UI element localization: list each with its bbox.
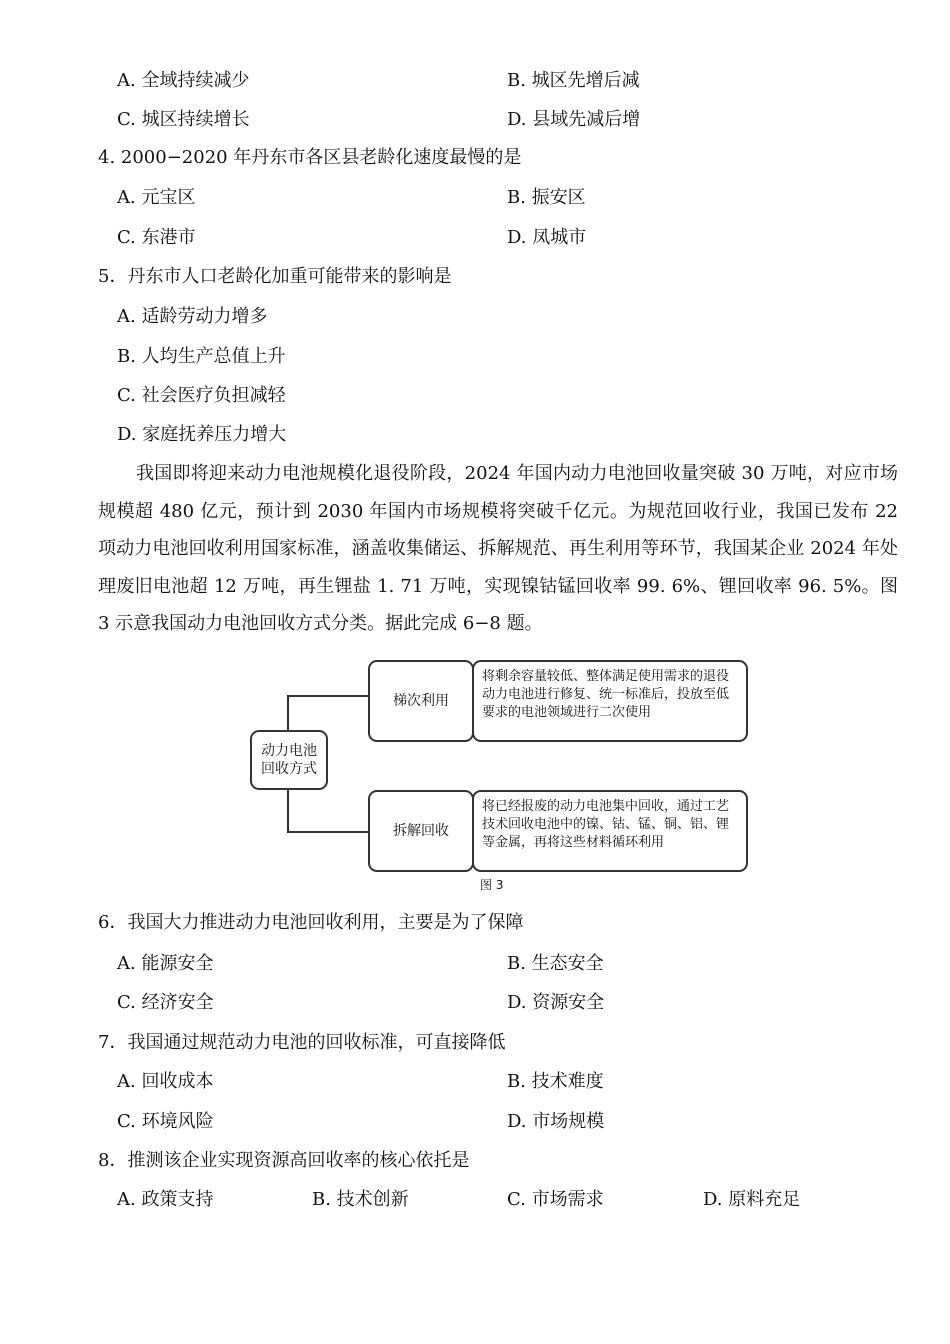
q7-option-c: C. 环境风险 <box>117 1111 214 1132</box>
q7-option-a: A. 回收成本 <box>117 1071 214 1092</box>
q3-option-d: D. 县域先减后增 <box>507 109 641 130</box>
branch-2-box <box>368 790 474 872</box>
branch-1-desc: 将剩余容量较低、整体满足使用需求的退役动力电池进行修复、统一标准后，投放至低要求的电池领域进行二次使用 <box>472 660 748 742</box>
q6-option-c: C. 经济安全 <box>117 992 214 1013</box>
figure-3 <box>246 656 754 876</box>
q7-stem: 7．我国通过规范动力电池的回收标准，可直接降低 <box>98 1032 506 1053</box>
q6-option-b: B. 生态安全 <box>507 953 604 974</box>
root-box <box>250 730 328 790</box>
q6-option-a: A. 能源安全 <box>117 953 214 974</box>
q8-option-b: B. 技术创新 <box>312 1189 409 1210</box>
q8-option-c: C. 市场需求 <box>507 1189 604 1210</box>
q8-stem: 8．推测该企业实现资源高回收率的核心依托是 <box>98 1150 470 1171</box>
q5-option-b: B. 人均生产总值上升 <box>117 346 286 367</box>
q4-option-d: D. 凤城市 <box>507 227 587 248</box>
q3-option-c: C. 城区持续增长 <box>117 109 250 130</box>
q5-stem: 5．丹东市人口老龄化加重可能带来的影响是 <box>98 266 452 287</box>
q4-option-b: B. 振安区 <box>507 187 586 208</box>
q5-option-c: C. 社会医疗负担减轻 <box>117 385 286 406</box>
root-label: 动力电池回收方式 <box>261 743 317 777</box>
q4-stem: 4. 2000−2020 年丹东市各区县老龄化速度最慢的是 <box>98 147 522 168</box>
branch-1-label: 梯次利用 <box>393 693 449 709</box>
figure-caption: 图 3 <box>480 878 504 892</box>
q8-option-a: A. 政策支持 <box>117 1189 214 1210</box>
q8-option-d: D. 原料充足 <box>703 1189 801 1210</box>
passage-text: 我国即将迎来动力电池规模化退役阶段，2024 年国内动力电池回收量突破 30 万吨，对应市场规模超 480 亿元，预计到 2030 年国内市场规模将突破千亿元。为规范回收行业，我国已发布 22 项动力电池回收利用国家标准，涵盖收集储运、拆解规范、再生利用等环节，我国某企业 2024 年处理废旧电池超 12 万吨，再生锂盐 1. 71 万吨，实现镍钴锰回收率 99. 6%、锂回收率 96. 5%。图 3 示意我国动力电池回收方式分类。据此完成 6−8 题。 <box>98 463 898 634</box>
branch-2-label: 拆解回收 <box>393 823 449 839</box>
q4-option-a: A. 元宝区 <box>117 187 196 208</box>
q3-option-b: B. 城区先增后减 <box>507 70 640 91</box>
branch-2-desc: 将已经报废的动力电池集中回收，通过工艺技术回收电池中的镍、钴、锰、铜、铝、锂等金属，再将这些材料循环利用 <box>472 790 748 872</box>
branch-1-box <box>368 660 474 742</box>
q7-option-b: B. 技术难度 <box>507 1071 604 1092</box>
q5-option-a: A. 适龄劳动力增多 <box>117 306 268 327</box>
q3-option-a: A. 全域持续减少 <box>117 70 250 91</box>
q6-option-d: D. 资源安全 <box>507 992 605 1013</box>
q7-option-d: D. 市场规模 <box>507 1111 605 1132</box>
q5-option-d: D. 家庭抚养压力增大 <box>117 424 287 445</box>
q4-option-c: C. 东港市 <box>117 227 196 248</box>
q6-stem: 6．我国大力推进动力电池回收利用，主要是为了保障 <box>98 912 524 933</box>
reading-passage <box>98 455 898 643</box>
